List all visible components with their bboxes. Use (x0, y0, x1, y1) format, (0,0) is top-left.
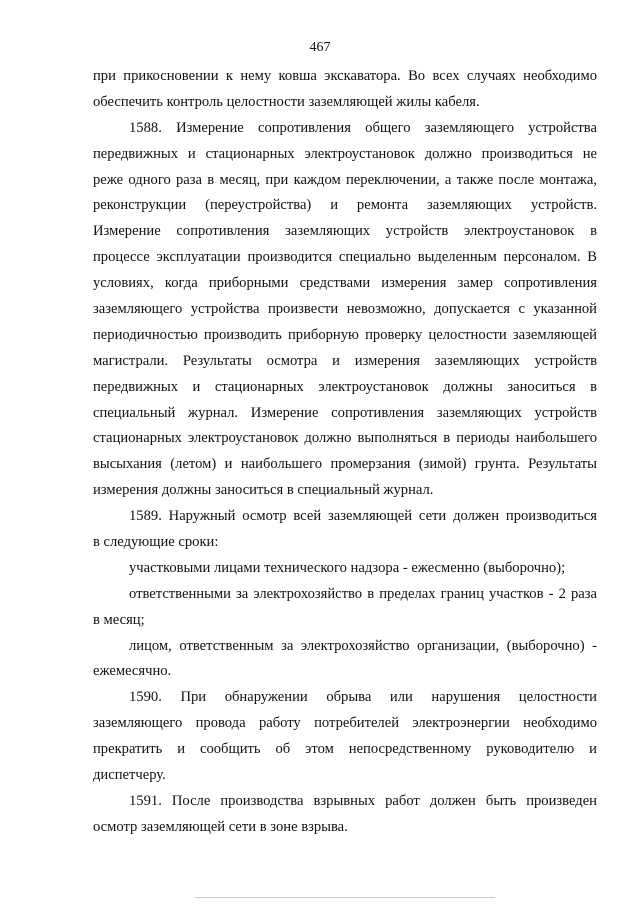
text-line: осмотр заземляющей сети в зоне взрыва. (93, 818, 348, 835)
text-line: передвижных и стационарных электроустановок должны заноситься в (93, 378, 597, 395)
paragraph-p0 (93, 64, 597, 116)
text-line: в следующие сроки: (93, 534, 219, 551)
paragraph-p1590 (93, 685, 597, 789)
text-line: ежемесячно. (93, 663, 172, 680)
text-line: 1588. Измерение сопротивления общего заземляющего устройства (129, 119, 597, 136)
text-line: процессе эксплуатации производится специально выделенным персоналом. В (93, 249, 597, 266)
text-line: 1589. Наружный осмотр всей заземляющей сети должен производиться (129, 508, 597, 525)
text-line: заземляющего провода работу потребителей электроэнергии необходимо (93, 715, 597, 732)
text-line: заземляющего устройства произвести невозможно, допускается с указанной (93, 301, 597, 318)
text-line: участковыми лицами технического надзора - ежесменно (выборочно); (129, 559, 566, 576)
paragraph-p1588 (93, 116, 597, 504)
text-line: прекратить и сообщить об этом непосредственному руководителю и (93, 741, 597, 758)
text-line: высыхания (летом) и наибольшего промерзания (зимой) грунта. Результаты (93, 456, 597, 473)
text-line: периодичностью производить приборную проверку целостности заземляющей (93, 326, 597, 343)
text-line: диспетчеру. (93, 767, 166, 784)
document-body (93, 64, 597, 841)
text-line: измерения должны заноситься в специальный журнал. (93, 482, 434, 499)
text-line: передвижных и стационарных электроустановок должно производиться не (93, 145, 597, 162)
text-line: реконструкции (переустройства) и ремонта заземляющих устройств. (93, 197, 597, 214)
text-line: 1590. При обнаружении обрыва или нарушения целостности (129, 689, 597, 706)
text-line: лицом, ответственным за электрохозяйство организации, (выборочно) - (129, 637, 597, 654)
text-line: реже одного раза в месяц, при каждом переключении, а также после монтажа, (93, 171, 597, 188)
text-line: условиях, когда приборными средствами измерения замер сопротивления (93, 275, 597, 292)
paragraph-p1589b (93, 582, 597, 634)
paragraph-p1591 (93, 789, 597, 841)
paragraph-p1589 (93, 504, 597, 556)
text-line: в месяц; (93, 611, 145, 628)
text-line: при прикосновении к нему ковша экскаватора. Во всех случаях необходимо (93, 68, 597, 84)
text-line: стационарных электроустановок должно выполняться в периоды наибольшего (93, 430, 597, 447)
page-number: 467 (309, 40, 331, 55)
text-line: специальный журнал. Измерение сопротивления заземляющих устройств (93, 404, 597, 421)
text-line: Измерение сопротивления заземляющих устройств электроустановок в (93, 223, 597, 240)
text-line: магистрали. Результаты осмотра и измерения заземляющих устройств (93, 352, 597, 369)
text-line: 1591. После производства взрывных работ должен быть произведен (129, 792, 597, 809)
page-bottom-edge (195, 897, 495, 898)
text-line: ответственными за электрохозяйство в пределах границ участков - 2 раза (129, 585, 597, 602)
paragraph-p1589a (93, 556, 597, 582)
paragraph-p1589c (93, 634, 597, 686)
text-line: обеспечить контроль целостности заземляющей жилы кабеля. (93, 93, 480, 110)
